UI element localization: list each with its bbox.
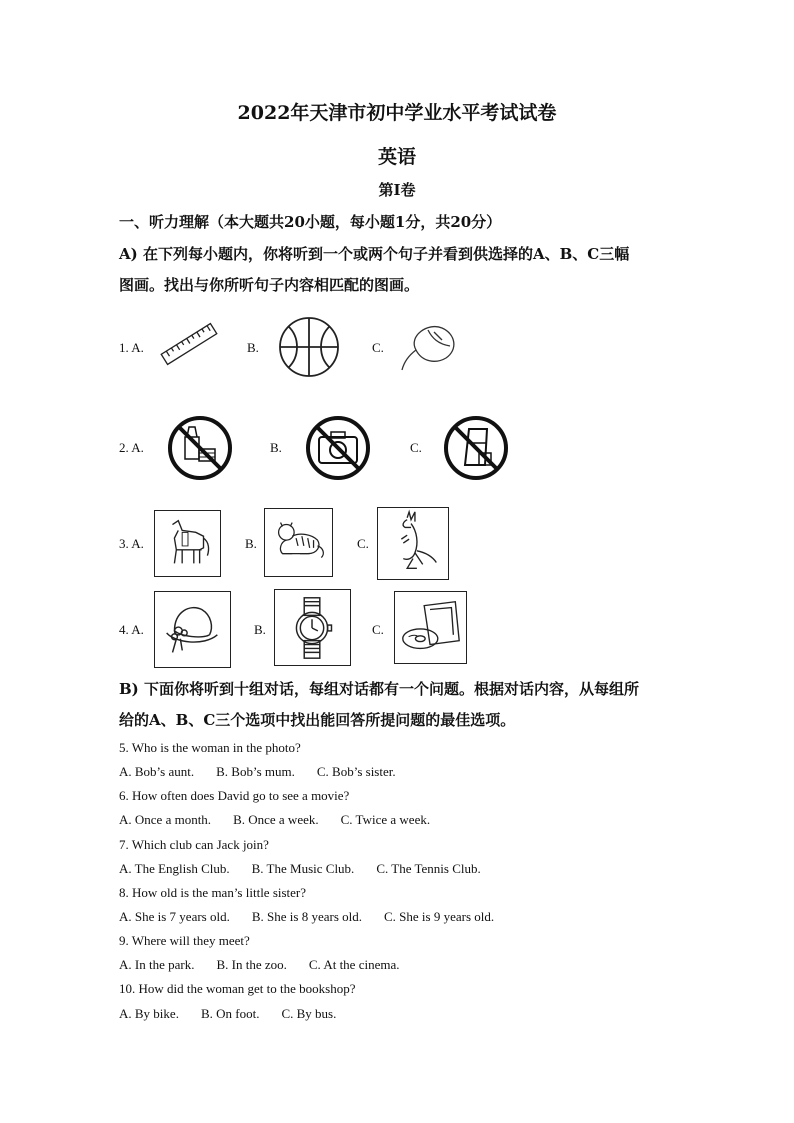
tiger-icon [264,508,333,577]
q4-label: 4. A. [119,622,144,637]
option-c: C. At the cinema. [308,957,400,972]
option-c: C. Bob’s sister. [316,764,396,779]
no-drink-sign-icon [441,413,511,483]
option-a: A. Once a month. [119,812,212,827]
option-a: A. She is 7 years old. [119,909,230,924]
part-b-instruction-line2: 给的A、B、C三个选项中找出能回答所提问题的最佳选项。 [119,711,516,729]
hat-icon [154,591,231,668]
part-a-instruction-line2: 图画。找出与你所听句子内容相匹配的图画。 [119,276,420,294]
part-b-instruction-line1: B) 下面你将听到十组对话，每组对话都有一个问题。根据对话内容，从每组所 [119,680,640,698]
option-b: B. In the zoo. [216,957,287,972]
option-a: A. In the park. [119,957,195,972]
question-9-options [119,957,421,973]
no-camera-sign-icon [303,413,373,483]
basketball-icon [276,315,342,379]
question-6-options [119,812,452,828]
option-a: A. The English Club. [119,861,230,876]
q1-label: 1. A. [119,340,144,355]
computer-mouse-icon [398,320,462,372]
question-5-options [119,764,418,780]
option-b: B. On foot. [200,1006,260,1021]
q2-label: 2. A. [119,440,144,455]
question-6: 6. How often does David go to see a movie? [119,788,350,803]
ruler-icon [158,318,220,370]
no-food-sign-icon [165,413,235,483]
q2-option-b-label: B. [270,440,282,455]
option-c: C. Twice a week. [340,812,431,827]
option-a: A. By bike. [119,1006,179,1021]
question-9: 9. Where will they meet? [119,933,250,948]
question-10: 10. How did the woman get to the bookshop? [119,981,356,996]
question-7-options [119,861,503,877]
question-10-options [119,1006,358,1022]
option-c: C. She is 9 years old. [384,909,495,924]
q1-option-c-label: C. [372,340,384,355]
option-b: B. Once a week. [233,812,319,827]
watch-icon [274,589,351,666]
part-title: 第I卷 [378,181,416,199]
section-heading: 一、听力理解（本大题共20小题，每小题1分，共20分） [119,213,502,231]
q4-option-c-label: C. [372,622,384,637]
q3-label: 3. A. [119,536,144,551]
q3-option-b-label: B. [245,536,257,551]
q2-option-c-label: C. [410,440,422,455]
option-b: B. The Music Club. [251,861,355,876]
exam-title: 2022年天津市初中学业水平考试试卷 [237,102,557,124]
q1-option-b-label: B. [247,340,259,355]
option-c: C. By bus. [281,1006,337,1021]
question-5: 5. Who is the woman in the photo? [119,740,301,755]
q3-option-c-label: C. [357,536,369,551]
kangaroo-icon [377,507,449,580]
question-8: 8. How old is the man’s little sister? [119,885,307,900]
option-a: A. Bob’s aunt. [119,764,195,779]
option-c: C. The Tennis Club. [376,861,481,876]
part-a-instruction-line1: A) 在下列每小题内，你将听到一个或两个句子并看到供选择的A、B、C三幅 [119,245,630,263]
cd-icon [394,591,467,664]
q4-option-b-label: B. [254,622,266,637]
subject-title: 英语 [377,146,416,168]
question-7: 7. Which club can Jack join? [119,837,269,852]
horse-icon [154,510,221,577]
question-8-options [119,909,516,925]
option-b: B. She is 8 years old. [251,909,362,924]
option-b: B. Bob’s mum. [216,764,295,779]
